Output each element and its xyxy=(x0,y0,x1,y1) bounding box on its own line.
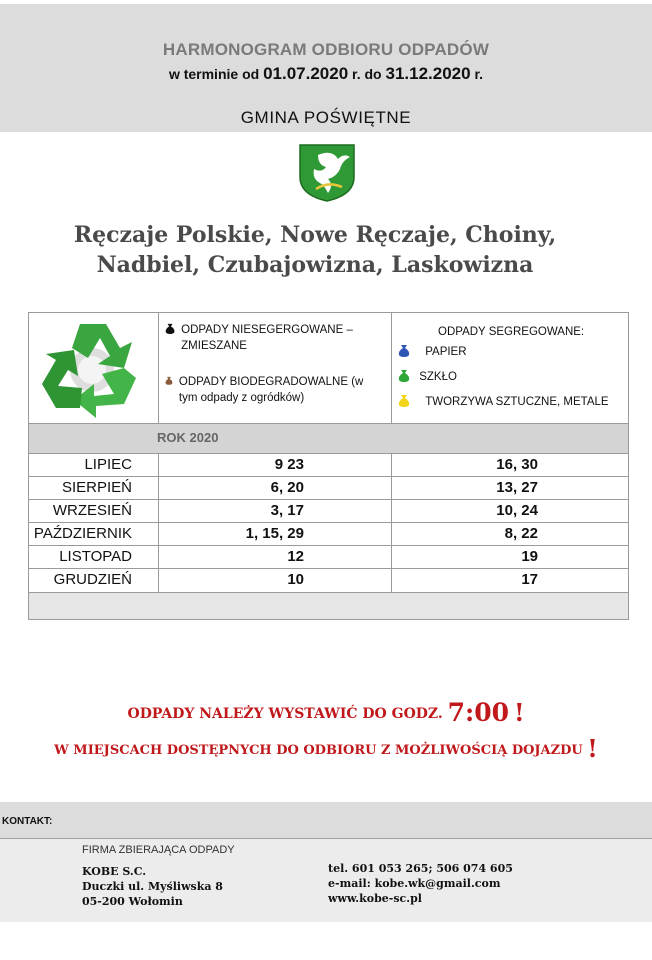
table-divider xyxy=(29,499,628,500)
period-suffix: r. xyxy=(474,66,484,82)
page-title: HARMONOGRAM ODBIORU ODPADÓW xyxy=(162,40,490,59)
company-website[interactable]: www.kobe-sc.pl xyxy=(328,892,422,905)
legend-sorted-title: ODPADY SEGREGOWANE: xyxy=(438,326,585,338)
notice-time: 7:00 xyxy=(447,698,510,727)
date-to: 31.12.2020 xyxy=(385,64,471,83)
table-divider xyxy=(29,476,628,477)
month-cell: LISTOPAD xyxy=(59,548,132,565)
black-bag-icon xyxy=(165,322,175,335)
company-phone: tel. 601 053 265; 506 074 605 xyxy=(328,862,513,875)
coat-of-arms-icon xyxy=(298,143,356,203)
villages-title xyxy=(0,220,630,280)
sorted-dates-cell: 8, 22 xyxy=(504,525,538,542)
legend-bio-label: ODPADY BIODEGRADOWALNE (w tym odpady z ogródków) xyxy=(178,376,364,404)
company-contacts xyxy=(328,861,513,906)
notice-deadline xyxy=(0,698,652,727)
company-name: KOBE S.C. xyxy=(82,865,147,878)
legend-unsorted xyxy=(165,322,385,406)
month-cell: SIERPIEŃ xyxy=(61,479,132,496)
company-address xyxy=(82,864,223,909)
table-divider xyxy=(158,313,159,423)
period-line xyxy=(0,64,652,84)
table-divider xyxy=(29,592,628,593)
legend-glass xyxy=(398,369,457,383)
notice-exclamation: ! xyxy=(513,698,525,727)
table-divider xyxy=(391,313,392,423)
sorted-dates-cell: 17 xyxy=(521,571,538,588)
table-footer-band xyxy=(29,592,628,619)
recycle-icon xyxy=(36,318,148,418)
period-prefix: w terminie od xyxy=(168,66,260,82)
table-divider xyxy=(29,568,628,569)
mixed-dates-cell: 1, 15, 29 xyxy=(245,525,304,542)
sorted-dates-cell: 19 xyxy=(521,548,538,565)
legend-plastic-label: TWORZYWA SZTUCZNE, METALE xyxy=(425,396,609,408)
villages-line-2: Nadbiel, Czubajowizna, Laskowizna xyxy=(96,252,534,278)
month-cell: PAŹDZIERNIK xyxy=(33,525,132,542)
sorted-dates-cell: 13, 27 xyxy=(496,479,538,496)
sorted-dates-cell: 16, 30 xyxy=(496,456,538,473)
mixed-dates-cell: 9 23 xyxy=(274,456,304,473)
yellow-bag-icon xyxy=(398,394,410,407)
table-divider xyxy=(29,545,628,546)
table-divider xyxy=(29,522,628,523)
legend-plastic xyxy=(398,394,609,408)
company-email[interactable]: e-mail: kobe.wk@gmail.com xyxy=(328,877,501,890)
mixed-dates-cell: 3, 17 xyxy=(270,502,304,519)
month-cell: LIPIEC xyxy=(84,456,132,473)
notice-access-text: W MIEJSCACH DOSTĘPNYCH DO ODBIORU Z MOŻLIWOŚCIĄ DOJAZDU xyxy=(54,743,583,758)
legend-unsorted-label: ODPADY NIESEGERGOWANE – ZMIESZANE xyxy=(181,324,353,352)
month-cell: GRUDZIEŃ xyxy=(53,571,132,588)
date-from: 01.07.2020 xyxy=(263,64,349,83)
mixed-dates-cell: 6, 20 xyxy=(270,479,304,496)
notice-exclamation: ! xyxy=(587,734,598,763)
green-bag-icon xyxy=(398,369,410,382)
brown-bag-icon xyxy=(165,374,173,387)
contact-divider xyxy=(0,838,652,839)
company-city: 05-200 Wołomin xyxy=(82,895,183,908)
notice-access xyxy=(0,734,652,763)
legend-paper xyxy=(398,344,467,358)
month-cell: WRZESIEŃ xyxy=(52,502,132,519)
notice-deadline-text: ODPADY NALEŻY WYSTAWIĆ DO GODZ. xyxy=(127,706,443,722)
year-label: ROK 2020 xyxy=(157,430,219,445)
table-divider xyxy=(29,423,628,424)
blue-bag-icon xyxy=(398,344,410,357)
contact-band xyxy=(0,802,652,838)
contact-label: KONTAKT: xyxy=(2,816,53,827)
legend-paper-label: PAPIER xyxy=(425,346,467,358)
gmina-name: GMINA POŚWIĘTNE xyxy=(240,108,412,127)
period-mid: r. do xyxy=(352,66,382,82)
table-divider xyxy=(29,453,628,454)
company-caption: FIRMA ZBIERAJĄCA ODPADY xyxy=(82,844,235,856)
mixed-dates-cell: 10 xyxy=(287,571,304,588)
mixed-dates-cell: 12 xyxy=(287,548,304,565)
legend-glass-label: SZKŁO xyxy=(419,371,457,383)
sorted-dates-cell: 10, 24 xyxy=(496,502,538,519)
company-street: Duczki ul. Myśliwska 8 xyxy=(82,880,223,893)
year-band xyxy=(29,423,628,453)
villages-line-1: Ręczaje Polskie, Nowe Ręczaje, Choiny, xyxy=(73,222,557,248)
